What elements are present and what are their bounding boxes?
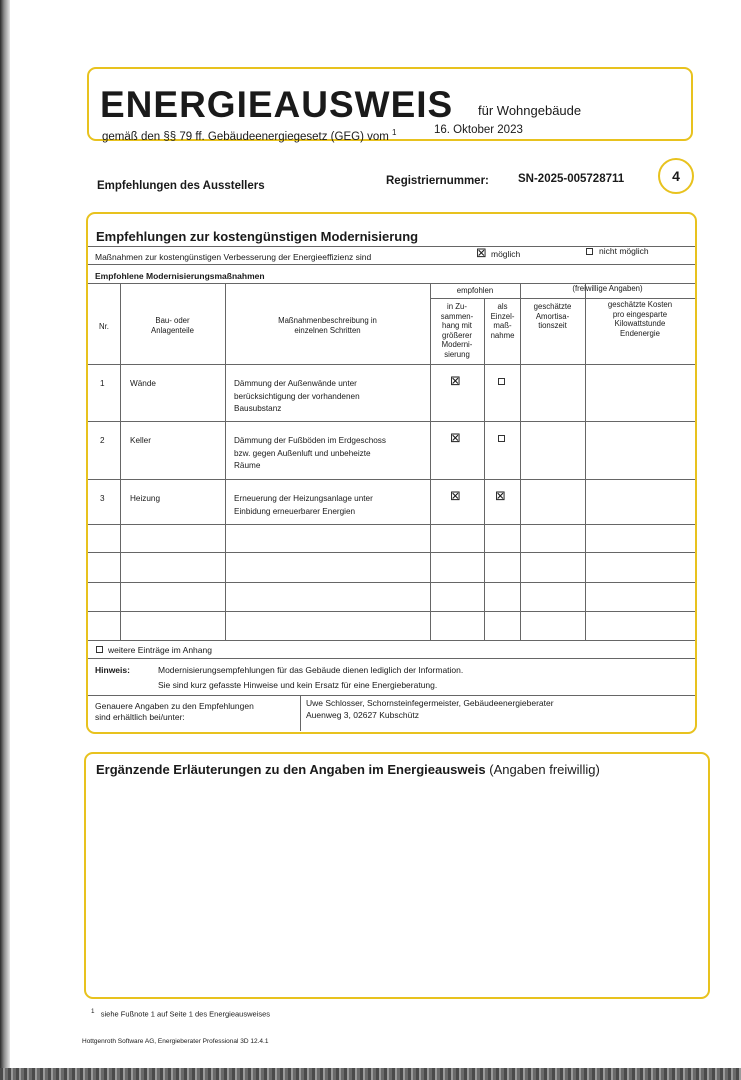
hinweis-label: Hinweis: bbox=[95, 665, 130, 675]
ergaenzung-box bbox=[84, 752, 710, 999]
aussteller-label: Empfehlungen des Ausstellers bbox=[97, 180, 265, 192]
row-beschreibung: Erneuerung der Heizungsanlage unter Einbidung erneuerbarer Energien bbox=[234, 494, 373, 516]
table-rule bbox=[484, 298, 485, 640]
law-date: 16. Oktober 2023 bbox=[434, 124, 523, 136]
kontakt-line-1: Uwe Schlosser, Schornsteinfegermeister, Gebäudeenergieberater bbox=[306, 698, 554, 708]
checkbox-empty-icon bbox=[96, 646, 103, 653]
row-bauteil: Heizung bbox=[130, 494, 161, 503]
law-reference: gemäß den §§ 79 ff. Gebäudeenergiegesetz (GEG) vom $^1$ bbox=[102, 128, 397, 143]
row-beschreibung: Dämmung der Außenwände unter berücksichtigung der vorhandenen Bausubstanz bbox=[234, 379, 360, 414]
scan-edge-left bbox=[0, 0, 10, 1080]
checkbox-checked-icon: ⊠ bbox=[495, 488, 506, 503]
registration-number: SN-2025-005728711 bbox=[518, 173, 625, 185]
header-nr: Nr. bbox=[99, 322, 109, 331]
table-rule bbox=[520, 283, 521, 640]
header-freiwillig: (freiwillige Angaben) bbox=[572, 284, 643, 293]
hinweis-line-2: Sie sind kurz gefasste Hinweise und kein Ersatz für eine Energieberatung. bbox=[158, 680, 438, 690]
law-footnote-mark: 1 bbox=[392, 128, 397, 137]
header-bauteile: Bau- oder Anlagenteile bbox=[151, 316, 194, 335]
row-nr: 1 bbox=[100, 379, 105, 388]
table-rule bbox=[120, 283, 121, 640]
row-nr: 3 bbox=[100, 494, 105, 503]
footnote: $^1$ siehe Fußnote 1 auf Seite 1 des Energieausweises bbox=[91, 1008, 271, 1019]
table-rule bbox=[88, 552, 695, 553]
modernisierung-title: Empfehlungen zur kostengünstigen Modernisierung bbox=[96, 229, 419, 244]
table-title: Empfohlene Modernisierungsmaßnahmen bbox=[95, 271, 265, 281]
table-rule bbox=[88, 524, 695, 525]
divider bbox=[88, 264, 695, 265]
registration-label: Registriernummer: bbox=[386, 175, 489, 187]
checkbox-empty-icon bbox=[498, 435, 505, 442]
divider bbox=[300, 695, 301, 731]
genauere-label: Genauere Angaben zu den Empfehlungen sind erhältlich bei/unter: bbox=[95, 701, 254, 722]
checkbox-checked-icon: ⊠ bbox=[476, 245, 487, 260]
document-title: ENERGIEAUSWEIS bbox=[100, 84, 454, 125]
table-rule bbox=[225, 283, 226, 640]
header-kosten: geschätzte Kosten pro eingesparte Kilowattstunde Endenergie bbox=[607, 300, 673, 338]
divider bbox=[88, 640, 695, 641]
checkbox-checked-icon: ⊠ bbox=[450, 430, 461, 445]
software-credit: Hottgenroth Software AG, Energieberater Professional 3D 12.4.1 bbox=[82, 1038, 269, 1045]
header-empfohlen: empfohlen bbox=[456, 286, 494, 295]
checkbox-checked-icon: ⊠ bbox=[450, 488, 461, 503]
table-rule bbox=[88, 582, 695, 583]
divider bbox=[88, 658, 695, 659]
checkbox-empty-icon bbox=[586, 248, 593, 255]
row-bauteil: Wände bbox=[130, 379, 156, 388]
table-rule bbox=[430, 283, 431, 640]
table-rule bbox=[88, 421, 695, 422]
row-bauteil: Keller bbox=[130, 436, 151, 445]
table-rule bbox=[88, 611, 695, 612]
scan-edge-bottom bbox=[0, 1068, 741, 1080]
nicht-moeglich-label: nicht möglich bbox=[599, 246, 649, 256]
document-subtitle: für Wohngebäude bbox=[478, 103, 582, 118]
header-einzel: als Einzel- maß- nahme bbox=[490, 302, 515, 340]
checkbox-checked-icon: ⊠ bbox=[450, 373, 461, 388]
header-amortisation: geschätzte Amortisa- tionszeit bbox=[533, 302, 572, 330]
divider bbox=[88, 695, 695, 696]
page-number: 4 bbox=[658, 158, 694, 194]
header-beschreibung: Maßnahmenbeschreibung in einzelnen Schritten bbox=[278, 316, 377, 335]
table-rule bbox=[430, 298, 695, 299]
table-rule bbox=[88, 479, 695, 480]
header-zusammen: in Zu- sammen- hang mit größerer Moderni- sierung bbox=[440, 302, 474, 359]
row-beschreibung: Dämmung der Fußböden im Erdgeschoss bzw. gegen Außenluft und unbeheizte Räume bbox=[234, 436, 386, 471]
row-nr: 2 bbox=[100, 436, 105, 445]
massnahmen-text: Maßnahmen zur kostengünstigen Verbesserung der Energieeffizienz sind bbox=[95, 252, 372, 262]
weitere-label: weitere Einträge im Anhang bbox=[108, 645, 212, 655]
moeglich-label: möglich bbox=[491, 249, 521, 259]
ergaenzung-title: Ergänzende Erläuterungen zu den Angaben im Energieausweis (Angaben freiwillig) bbox=[96, 762, 600, 777]
table-rule bbox=[88, 364, 695, 365]
checkbox-empty-icon bbox=[498, 378, 505, 385]
hinweis-line-1: Modernisierungsempfehlungen für das Gebäude dienen lediglich der Information. bbox=[158, 665, 464, 675]
kontakt-line-2: Auenweg 3, 02627 Kubschütz bbox=[306, 710, 419, 720]
